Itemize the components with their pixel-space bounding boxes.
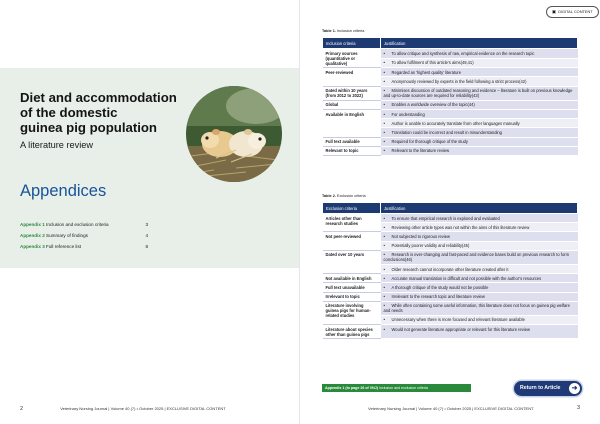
right-page bbox=[300, 0, 600, 424]
table-row bbox=[323, 146, 578, 155]
table-row bbox=[323, 137, 578, 146]
criterion-cell: Available in English bbox=[323, 109, 381, 137]
toc-item[interactable] bbox=[20, 219, 148, 230]
criterion-cell: Dated over 10 years bbox=[323, 250, 381, 273]
article-title bbox=[20, 90, 180, 135]
criterion-cell: Irrelevant to topic bbox=[323, 292, 381, 301]
bullet-icon: • bbox=[383, 60, 385, 66]
justification-cell bbox=[381, 214, 578, 223]
bullet-icon: • bbox=[383, 224, 385, 230]
criterion-cell: Dated within 10 years (from 2012 to 2022) bbox=[323, 86, 381, 100]
justification-text: Potentially poorer validity and reliability(45) bbox=[391, 243, 470, 249]
bullet-icon: • bbox=[383, 215, 385, 221]
table1-label: Table 1. bbox=[322, 29, 336, 33]
bullet-icon: • bbox=[383, 78, 385, 84]
table-row bbox=[323, 325, 578, 339]
title-line: of the domestic bbox=[20, 105, 118, 120]
table-row bbox=[323, 232, 578, 241]
bullet-icon: • bbox=[383, 69, 385, 75]
monitor-icon: ▣ bbox=[551, 9, 557, 14]
bullet-icon: • bbox=[383, 275, 385, 281]
criterion-cell: Not available in English bbox=[323, 274, 381, 283]
justification-cell bbox=[381, 301, 578, 315]
return-to-article-button[interactable] bbox=[514, 381, 582, 396]
title-line: Diet and accommodation bbox=[20, 90, 177, 105]
page-footer bbox=[368, 406, 580, 411]
table-row bbox=[323, 86, 578, 100]
table-row bbox=[323, 214, 578, 223]
article-subtitle: A literature review bbox=[20, 140, 94, 150]
justification-cell bbox=[381, 232, 578, 241]
table-row bbox=[323, 100, 578, 109]
digital-content-badge bbox=[546, 6, 599, 18]
bullet-icon: • bbox=[383, 139, 385, 145]
justification-text: Enables a worldwide overview of the topic(44) bbox=[391, 102, 475, 108]
justification-cell bbox=[381, 119, 578, 128]
justification-text: Accurate manual translation is difficult and not possible with the author’s resources bbox=[391, 275, 542, 281]
bullet-icon: • bbox=[383, 120, 385, 126]
justification-text: To allow fulfilment of this article’s aims(49,41) bbox=[391, 60, 474, 66]
justification-text: Reviewing other article types was not within the aims of this literature review bbox=[391, 224, 530, 230]
criterion-cell: Relevant to topic bbox=[323, 146, 381, 155]
table2-label: Table 2. bbox=[322, 194, 336, 198]
table-row bbox=[323, 68, 578, 77]
bullet-icon: • bbox=[383, 50, 385, 56]
criterion-cell: Not peer-reviewed bbox=[323, 232, 381, 250]
justification-cell bbox=[381, 325, 578, 339]
justification-cell bbox=[381, 223, 578, 232]
bullet-icon: • bbox=[383, 243, 385, 249]
table1-caption-text: Inclusion criteria bbox=[336, 29, 365, 33]
criterion-cell: Articles other than research studies bbox=[323, 214, 381, 232]
table-row bbox=[323, 250, 578, 264]
toc-item-label: Appendix 1 bbox=[20, 222, 45, 227]
toc-item-text: Inclusion and exclusion criteria bbox=[46, 222, 109, 227]
toc-item-text: Summary of findings bbox=[46, 233, 88, 238]
bullet-icon: • bbox=[383, 88, 385, 94]
footer-text: Veterinary Nursing Journal | Volume 40 (7) • October 2025 | EXCLUSIVE DIGITAL CONTENT bbox=[60, 406, 226, 411]
justification-text: Anonymously reviewed by experts in the field following a strict process(42) bbox=[391, 78, 527, 84]
appendix-bar-text: Inclusion and exclusion criteria bbox=[378, 386, 428, 390]
justification-cell bbox=[381, 146, 578, 155]
badge-label: DIGITAL CONTENT bbox=[558, 9, 593, 14]
criterion-cell: Peer-reviewed bbox=[323, 68, 381, 86]
title-line: guinea pig population bbox=[20, 120, 157, 135]
inclusion-criteria-table bbox=[322, 37, 578, 156]
toc-item-label: Appendix 3 bbox=[20, 244, 45, 249]
justification-cell bbox=[381, 58, 578, 68]
justification-text: Unnecessary when there is more focused and relevant literature available bbox=[391, 317, 525, 323]
bullet-icon: • bbox=[383, 317, 385, 323]
justification-cell bbox=[381, 274, 578, 283]
table2-caption bbox=[322, 194, 366, 198]
toc-item[interactable] bbox=[20, 230, 148, 241]
criterion-cell: Full text unavailable bbox=[323, 283, 381, 292]
justification-text: Author is unable to accurately translate from other languages manually bbox=[391, 120, 520, 126]
bullet-icon: • bbox=[383, 326, 385, 332]
guinea-pig-illustration bbox=[186, 86, 282, 182]
bullet-icon: • bbox=[383, 102, 385, 108]
justification-cell bbox=[381, 315, 578, 324]
justification-cell bbox=[381, 292, 578, 301]
justification-text: Research is ever-changing and fast-paced and evidence bases build on previous research to form conclusions(46) bbox=[383, 252, 569, 263]
exclusion-criteria-table bbox=[322, 202, 578, 339]
justification-text: Required for thorough critique of the study bbox=[391, 139, 468, 145]
table-row bbox=[323, 274, 578, 283]
bullet-icon: • bbox=[383, 233, 385, 239]
appendices-heading: Appendices bbox=[20, 182, 107, 200]
return-button-label: Return to Article bbox=[520, 385, 561, 391]
justification-cell bbox=[381, 109, 578, 118]
appendix-toc bbox=[20, 219, 148, 252]
toc-item[interactable] bbox=[20, 241, 148, 252]
table-header: Exclusion criteria bbox=[323, 203, 381, 214]
justification-text: For understanding bbox=[391, 111, 425, 117]
justification-text: Would not generate literature appropriate or relevant for this literature review bbox=[391, 326, 531, 332]
table-row bbox=[323, 49, 578, 59]
table-row bbox=[323, 283, 578, 292]
criterion-cell: Literature involving guinea pigs for human-related studies bbox=[323, 301, 381, 324]
toc-item-page: 4 bbox=[145, 233, 148, 238]
table-row bbox=[323, 292, 578, 301]
justification-cell bbox=[381, 49, 578, 59]
table1-caption bbox=[322, 29, 364, 33]
appendix-caption-bar bbox=[322, 384, 471, 392]
bullet-icon: • bbox=[383, 266, 385, 272]
justification-text: Regarded as ‘highest quality’ literature bbox=[391, 69, 461, 75]
criterion-cell: Literature about species other than guinea pigs bbox=[323, 325, 381, 339]
justification-text: To allow critique and synthesis of raw, empirical evidence on the research topic bbox=[391, 50, 535, 56]
table-row bbox=[323, 109, 578, 118]
bullet-icon: • bbox=[383, 303, 385, 309]
justification-cell bbox=[381, 283, 578, 292]
justification-cell bbox=[381, 68, 578, 77]
justification-text: A thorough critique of the study would not be possible bbox=[391, 284, 489, 290]
justification-text: Not subjected to rigorous review bbox=[391, 233, 450, 239]
criterion-cell: Primary sources (quantitative or qualitative) bbox=[323, 49, 381, 68]
toc-item-label: Appendix 2 bbox=[20, 233, 45, 238]
guinea-pig-photo bbox=[186, 86, 282, 182]
criterion-cell: Global bbox=[323, 100, 381, 109]
criterion-cell: Full text available bbox=[323, 137, 381, 146]
justification-text: Relevant to the literature review bbox=[391, 148, 450, 154]
page-number: 2 bbox=[20, 406, 24, 412]
justification-text: Older research cannot incorporate other literature created after it bbox=[391, 266, 509, 272]
bullet-icon: • bbox=[383, 294, 385, 300]
justification-cell bbox=[381, 100, 578, 109]
justification-cell bbox=[381, 137, 578, 146]
justification-text: Minimises discussion of outdated reasoning and evidence – literature is built on previous knowledge and up-to-date sources are required for reliability(43) bbox=[383, 88, 573, 99]
table-row bbox=[323, 301, 578, 315]
table-header: Inclusion criteria bbox=[323, 38, 381, 49]
justification-cell bbox=[381, 241, 578, 250]
page-number: 3 bbox=[576, 405, 580, 411]
toc-item-text: Full reference list bbox=[46, 244, 82, 249]
table2-caption-text: Exclusion criteria bbox=[336, 194, 366, 198]
justification-cell bbox=[381, 128, 578, 137]
bullet-icon: • bbox=[383, 148, 385, 154]
justification-cell bbox=[381, 77, 578, 86]
justification-text: To ensure that empirical research is explored and evaluated bbox=[391, 215, 500, 221]
bullet-icon: • bbox=[383, 284, 385, 290]
bullet-icon: • bbox=[383, 129, 385, 135]
justification-text: Translation could be incorrect and result in misunderstanding bbox=[391, 129, 502, 135]
footer-text: Veterinary Nursing Journal | Volume 40 (7) • October 2025 | EXCLUSIVE DIGITAL CONTENT bbox=[368, 406, 534, 411]
arrow-right-icon: ➜ bbox=[569, 383, 580, 394]
toc-item-page: 8 bbox=[145, 244, 148, 249]
justification-text: Irrelevant to the research topic and literature review bbox=[391, 294, 485, 300]
justification-cell bbox=[381, 86, 578, 100]
bullet-icon: • bbox=[383, 111, 385, 117]
justification-cell bbox=[381, 264, 578, 273]
toc-item-page: 3 bbox=[145, 222, 148, 227]
appendix-bar-label: Appendix 1 (to page 26 of VNJ) bbox=[325, 386, 378, 390]
bullet-icon: • bbox=[383, 252, 385, 258]
table-header: Justification bbox=[381, 38, 578, 49]
page-footer bbox=[20, 406, 280, 412]
justification-cell bbox=[381, 250, 578, 264]
table-header: Justification bbox=[381, 203, 578, 214]
justification-text: While often containing some useful information, this literature does not focus on guinea pig welfare and needs bbox=[383, 303, 570, 314]
